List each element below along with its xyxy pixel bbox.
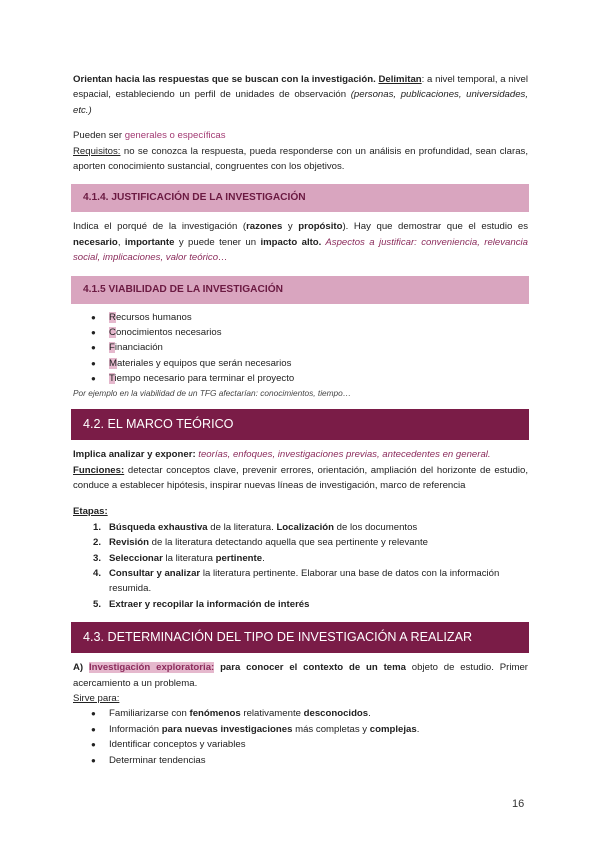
text-bold: Implica analizar y exponer: [73,449,196,461]
text-bold: para [214,662,247,674]
item-number: 2. [93,537,102,549]
text-normal: Determinar tendencias [109,754,206,766]
text-highlight: generales o específicas [124,130,226,142]
text-italic: teorías, enfoques, investigaciones previas, antecedentes en general. [195,449,491,461]
text-delimitan: Delimitan [378,74,422,85]
page-number: 16 [512,798,525,810]
list-item [93,371,528,386]
sirve-label: Sirve para: [73,692,120,704]
viability-list [73,310,528,387]
text-normal: Indica el porqué de la investigación ( [73,221,247,233]
text-normal: . [416,723,420,735]
section-heading-4-3: 4.3. DETERMINACIÓN DEL TIPO DE INVESTIGACIÓN A REALIZAR [71,622,529,653]
text-requisitos: Requisitos: [73,145,121,157]
text-italic: (personas, publicaciones, universidades, etc.) [73,89,528,116]
viability-note: Por ejemplo en la viabilidad de un TFG afectarían: conocimientos, tiempo… [73,387,352,398]
text-bold: importante [124,236,175,248]
list-item [93,551,528,566]
item-initial: C [109,327,116,339]
text-bold: fenómenos [189,708,241,720]
text-bold: Localización [276,521,335,533]
text-bold: propósito [298,221,343,233]
text-normal: objeto de estudio. Primer acercamiento a un problema. [73,662,528,689]
list-item [93,706,528,721]
list-item [93,722,528,737]
item-number: 5. [93,598,102,610]
text-funciones: Funciones: [73,464,125,476]
item-number: 4. [93,567,102,579]
item-text: ecursos humanos [115,311,192,323]
text-bold: Orientan hacia las respuestas que se buscan con la investigación. [73,74,376,85]
text-normal: detectar conceptos clave, prevenir errores, orientación, ampliación del horizonte de estudio, conduce a establecer hipótesis, inspirar nuevas líneas de investigación, marco de referencia [73,464,528,491]
item-initial: M [109,357,117,369]
etapas-list [73,520,528,612]
functions-paragraph [73,463,528,494]
list-item [93,340,528,355]
list-item [93,535,528,550]
text-bold: Consultar y analizar [109,567,201,579]
text-normal: de la literatura. [207,521,277,533]
text-normal: . [368,708,371,720]
list-item [93,520,528,535]
text-bold: desconocidos [303,708,369,720]
list-item [93,310,528,325]
text-bold: conocer el contexto de un tema [246,662,406,674]
text-normal: de la literatura detectando aquella que sea pertinente y relevante [149,537,428,549]
etapas-label: Etapas: [73,506,108,518]
text-bold: impacto alto. [260,236,322,248]
list-item [93,737,528,752]
text-normal: Familiarizarse con [109,708,190,720]
text-highlight: Investigación exploratoria: [88,662,215,674]
text-aspects: Aspectos a justificar: conveniencia, relevancia social, implicaciones, valor teórico… [73,236,528,264]
text-bold: razones [246,221,283,233]
section-heading-4-1-4: 4.1.4. JUSTIFICACIÓN DE LA INVESTIGACIÓN [71,184,529,212]
text-normal: . [262,552,265,564]
item-initial: T [109,373,115,385]
section-heading-4-2: 4.2. EL MARCO TEÓRICO [71,409,529,440]
text-bold: Seleccionar [109,552,163,564]
item-number: 3. [93,552,102,564]
text-normal: más completas y [292,723,370,735]
item-text: inanciación [114,342,163,354]
item-text: iempo necesario para terminar el proyecto [114,373,295,385]
text-normal: Pueden ser [73,130,125,142]
text-bold: necesario [73,236,118,248]
document-page [73,72,528,768]
list-item [93,566,528,597]
text-normal: la literatura pertinente. Elaborar una base de datos con la información resumida. [109,567,500,595]
text-normal: ). Hay que demostrar que el estudio es [342,221,528,233]
text-bold: complejas [369,723,417,735]
theory-paragraph [73,447,528,462]
list-item [93,597,528,612]
types-paragraph [73,128,528,143]
text-normal: Identificar conceptos y variables [109,739,246,751]
item-initial: F [109,342,115,354]
text-normal: y [282,221,299,233]
item-number: 1. [93,521,102,533]
text-bold: pertinente [215,552,263,564]
text-normal: : a nivel temporal, a nivel espacial, estableciendo un perfil de unidades de observación [73,74,528,101]
requirements-paragraph [73,144,528,175]
uses-list [73,706,528,768]
text-bold: para nuevas investigaciones [161,723,293,735]
text-normal: la literatura [162,552,216,564]
text-bold: Extraer y recopilar la información de interés [109,598,310,610]
text-normal: y puede tener un [174,236,261,248]
text-normal: de los documentos [334,521,418,533]
justification-paragraph [73,219,528,265]
text-normal: no se conozca la respuesta, pueda responderse con un análisis en profundidad, sean claras, aporten conocimiento sustancial, congruentes con los objetivos. [73,145,528,173]
item-text: onocimientos necesarios [115,327,222,339]
item-text: ateriales y equipos que serán necesarios [117,357,292,369]
list-item [93,753,528,768]
text-normal: relativamente [240,708,304,720]
list-item [93,325,528,340]
text-bold: Búsqueda exhaustiva [109,521,208,533]
exploratory-paragraph [73,660,528,691]
text-bold: A) [73,662,89,674]
text-normal: Información [109,723,162,735]
item-initial: R [109,311,116,323]
objectives-paragraph [73,72,528,118]
text-normal: , [117,236,125,248]
section-heading-4-1-5: 4.1.5 VIABILIDAD DE LA INVESTIGACIÓN [71,276,529,304]
list-item [93,356,528,371]
text-bold: Revisión [109,537,149,549]
